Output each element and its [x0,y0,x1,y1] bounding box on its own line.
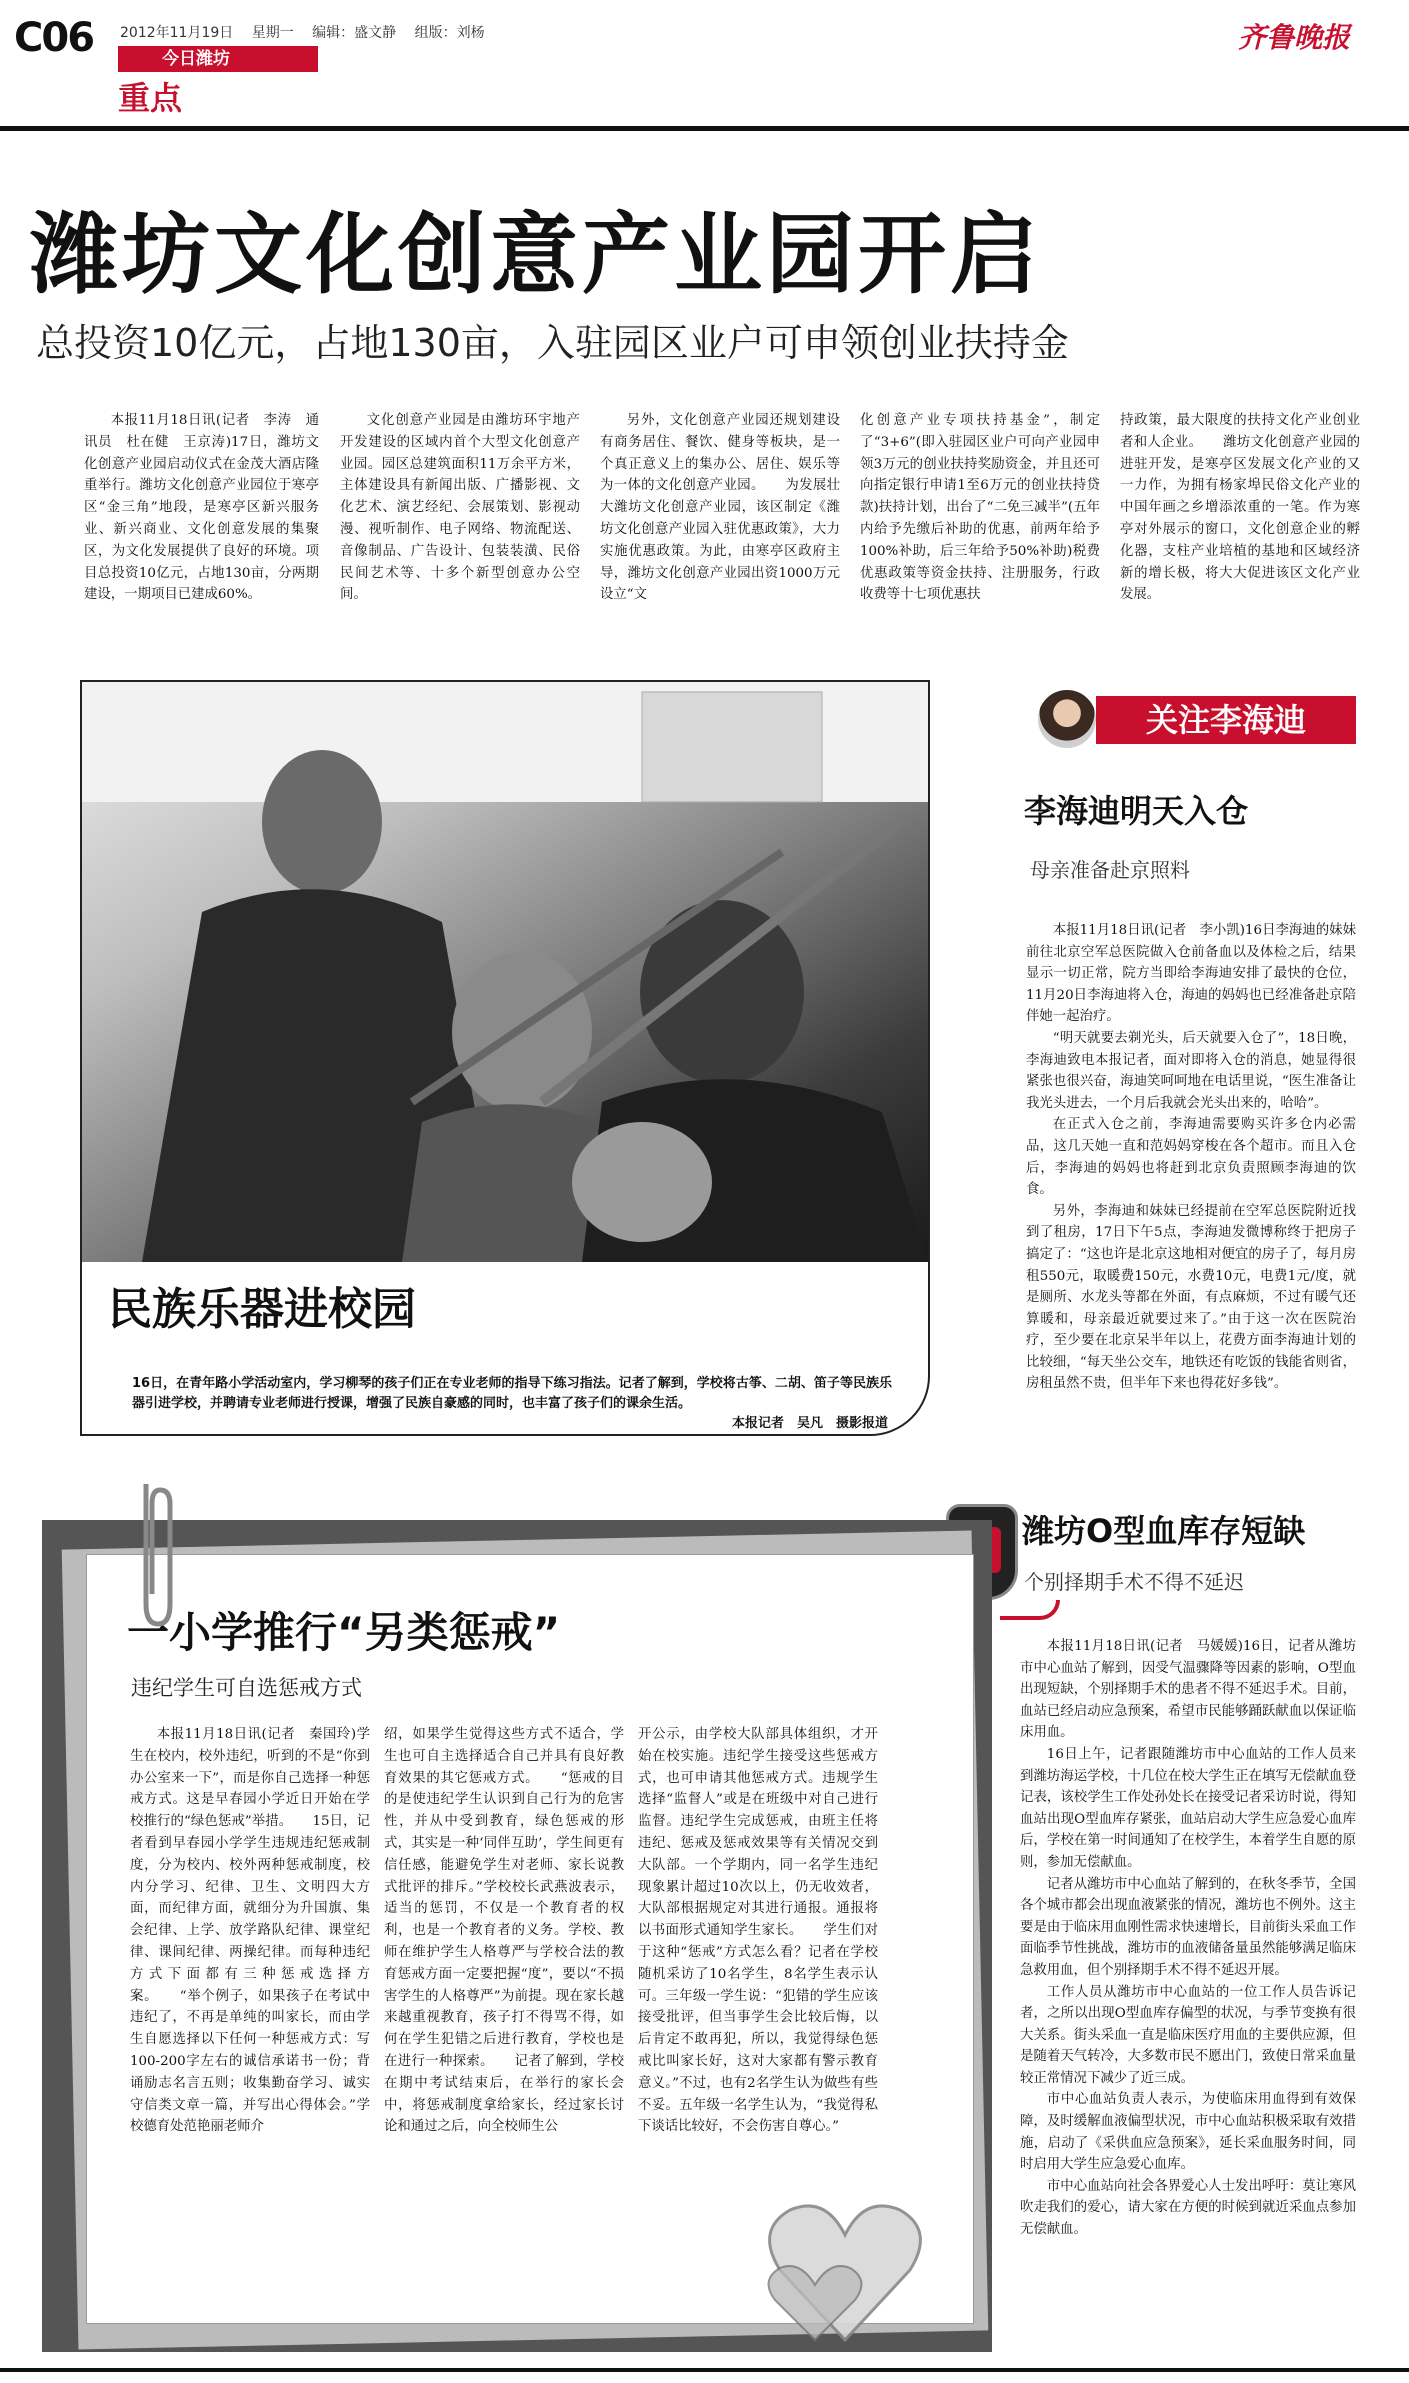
school-text-3: 开公示，由学校大队部具体组织，才开始在校实施。违纪学生接受这些惩戒方式，也可申请其他惩戒方式。违规学生选择“监督人”或是在班级中对自己进行监督。违纪学生完成惩戒，由班主任将违纪、惩戒及惩戒效果等有关情况交到大队部。一个学期内，同一名学生违纪现象累计超过10次以上，仍无收效者，大队部根据规定对其进行通报。通报将以书面形式通知学生家长。 学生们对于这种“惩戒”方式怎么看？记者在学校随机采访了10名学生，8名学生表示认可。三年级一学生说：“犯错的学生应该接受批评，但当事学生会比较后悔，以后肯定不敢再犯，所以，我觉得绿色惩戒比叫家长好，这对大家都有警示教育意义。”不过，也有2名学生认为做些有些不妥。五年级一名学生认为，“我觉得私下谈话比较好，不会伤害自尊心。” [638,1727,878,2135]
lead-col-4 [860,410,1100,660]
classroom-photo [82,682,928,1262]
date-text: 2012年11月19日 [120,25,234,41]
photo-illustration [82,682,928,1262]
newspaper-logo: 齐鲁晚报 [1238,21,1351,54]
section-tab: 今日潍坊 [118,46,318,72]
lead-text-4: 化创意产业专项扶持基金”，制定了“3+6”(即入驻园区业户可向产业园申领3万元的创业扶持奖励资金，并且还可向指定银行申请1至6万元的创业扶持贷款)扶持计划，出台了“二免三减半”(五年内给予先缴后补助的优惠，前两年给予100%补助，后三年给予50%补助)税费优惠政策等资金扶持、注册服务，行政收费等十七项优惠扶 [860,413,1100,603]
heart-icon [760,2190,930,2350]
school-col-1 [130,1724,370,2314]
li-para-3: 在正式入仓之前，李海迪需要购买许多仓内必需品，这几天她一直和范妈妈穿梭在各个超市。而且入仓后，李海迪的妈妈也将赶到北京负责照顾李海迪的饮食。 [1026,1117,1356,1198]
photo-caption: 16日，在青年路小学活动室内，学习柳琴的孩子们正在专业老师的指导下练习指法。记者了解到，学校将古筝、二胡、笛子等民族乐器引进学校，并聘请专业老师进行授课，增强了民族自豪感的同时，也丰富了孩子们的课余生活。 [132,1376,892,1411]
school-subhead: 违纪学生可自选惩戒方式 [131,1676,362,1700]
school-headline: 一小学推行“另类惩戒” [127,1608,561,1657]
sidebar-li-subtitle: 母亲准备赴京照料 [1030,858,1190,882]
header-date [120,22,485,42]
photo-credit: 本报记者 吴凡 摄影报道 [731,1416,888,1431]
lead-text-5: 持政策，最大限度的扶持文化产业创业者和人企业。 潍坊文化创意产业园的进驻开发，是寒亭区发展文化产业的又一力作，为拥有杨家埠民俗文化产业的中国年画之乡增添浓重的一笔。作为寒亭对外展示的窗口，文化创意企业的孵化器，支柱产业培植的基地和区域经济新的增长极，将大大促进该区文化产业发展。 [1120,413,1360,603]
blood-para-5: 市中心血站负责人表示，为使临床用血得到有效保障，及时缓解血液偏型状况，市中心血站积极采取有效措施，启动了《采供血应急预案》，延长采血服务时间，同时启用大学生应急爱心血库。 [1020,2092,1356,2173]
blood-para-4: 工作人员从潍坊市中心血站的一位工作人员告诉记者，之所以出现O型血库存偏型的状况，与季节变换有很大关系。街头采血一直是临床医疗用血的主要供应源，但是随着天气转冷，大多数市民不愿出门，致使日常采血量较正常情况下减少了近三成。 [1020,1984,1356,2086]
header-rule [0,126,1409,131]
blood-para-3: 记者从潍坊市中心血站了解到的，在秋冬季节，全国各个城市都会出现血液紧张的情况，潍坊也不例外。这主要是由于临床用血刚性需求快速增长，目前街头采血工作面临季节性挑战，潍坊市的血液储备量虽然能够满足临床急救用血，但个别择期手术不得不延迟开展。 [1020,1876,1356,1978]
sidebar-li-title: 李海迪明天入仓 [1024,792,1249,830]
topic-banner: 关注李海迪 [1096,696,1356,744]
weekday-text: 星期一 [251,25,294,41]
lead-col-3 [600,410,840,660]
lead-col-2 [340,410,580,660]
footer-rule [0,2368,1409,2372]
school-text-1: 本报11月18日讯(记者 秦国玲)学生在校内，校外违纪，听到的不是“你到办公室来一下”，而是你自己选择一种惩戒方式。这是早春园小学近日开始在学校推行的“绿色惩戒”举措。 15日，记者看到早春园小学学生违规违纪惩戒制度，分为校内、校外两种惩戒制度，校内分学习、纪律、卫生、文明四大方面，而纪律方面，就细分为升国旗、集会纪律、上学、放学路队纪律、课堂纪律、课间纪律、两操纪律。而每种违纪方式下面都有三种惩戒选择方案。 “举个例子，如果孩子在考试中违纪了，不再是单纯的叫家长，而由学生自愿选择以下任何一种惩戒方式：写100-200字左右的诚信承诺书一份；背诵励志名言五则；收集勤奋学习、诚实守信类文章一篇，并写出心得体会。”学校德育处范艳丽老师介 [130,1727,370,2135]
paperclip-icon [128,1474,178,1634]
layout-editor-text: 组版：刘杨 [414,25,485,41]
avatar [1036,688,1098,750]
lead-col-5 [1120,410,1360,660]
section-name: 重点 [118,79,183,117]
lead-text-2: 文化创意产业园是由潍坊环宇地产开发建设的区域内首个大型文化创意产业园。园区总建筑面积11万余平方米，主体建设具有新闻出版、广播影视、文化艺术、演艺经纪、会展策划、影视动漫、视听制作、电子网络、物流配送、音像制品、广告设计、包装装潢、民俗民间艺术等、十多个新型创意办公空间。 [340,413,580,603]
school-text-2: 绍，如果学生觉得这些方式不适合，学生也可自主选择适合自己并具有良好教育效果的其它惩戒方式。 “惩戒的目的是使违纪学生认识到自己行为的危害性，并从中受到教育，绿色惩戒的形式，其实是一种‘同伴互助’，学生间更有信任感，能避免学生对老师、家长说教式批评的排斥。”学校校长武燕波表示，适当的惩罚，不仅是一个教育者的权利，也是一个教育者的义务。学校、教师在维护学生人格尊严与学校合法的教育惩戒方面一定要把握“度”，要以“不损害学生的人格尊严”为前提。现在家长越来越重视教育，孩子打不得骂不得，如何在学生犯错之后进行教育，学校也是在进行一种探索。 记者了解到，学校在期中考试结束后，在举行的家长会中，将惩戒制度拿给家长，经过家长讨论和通过之后，向全校师生公 [384,1727,624,2135]
blood-para-6: 市中心血站向社会各界爱心人士发出呼吁：莫让寒风吹走我们的爱心，请大家在方便的时候到就近采血点参加无偿献血。 [1020,2178,1356,2238]
sidebar-blood-subtitle: 个别择期手术不得不延迟 [1024,1570,1244,1594]
sidebar-li-body [1026,920,1356,1460]
lead-headline: 潍坊文化创意产业园开启 [30,203,1043,306]
li-para-1: 本报11月18日讯(记者 李小凯)16日李海迪的妹妹前往北京空军总医院做入仓前备血以及体检之后，结果显示一切正常，院方当即给李海迪安排了最快的仓位，11月20日李海迪将入仓，海迪的妈妈也已经准备赴京陪伴她一起治疗。 [1026,923,1356,1025]
photo-title: 民族乐器进校园 [108,1284,416,1335]
photo-frame [80,680,930,1436]
editor-text: 编辑：盛文静 [312,25,397,41]
sidebar-blood-body [1020,1636,1356,2358]
lead-text-1: 本报11月18日讯(记者 李涛 通讯员 杜在健 王京涛)17日，潍坊文化创意产业园启动仪式在金茂大酒店隆重举行。潍坊文化创意产业园位于寒亭区“金三角”地段，是寒亭区新兴服务业、新兴商业、文化创意发展的集聚区，为文化发展提供了良好的环境。项目总投资10亿元，占地130亩，分两期建设，一期项目已建成60%。 [84,413,319,603]
li-para-4: 另外，李海迪和妹妹已经提前在空军总医院附近找到了租房，17日下午5点，李海迪发微博称终于把房子搞定了：“这也许是北京这地相对便宜的房子了，每月房租550元，取暖费150元，水费10元，电费1元/度，就是厕所、水龙头等都在外面，有点麻烦，不过有暖气还算暖和，母亲最近就要过来了。”由于这一次在医院治疗，至少要在北京呆半年以上，花费方面李海迪计划的比较细，“每天坐公交车，地铁还有吃饭的钱能省则省，房租虽然不贵，但半年下来也得花好多钱”。 [1026,1203,1356,1392]
lead-text-3: 另外，文化创意产业园还规划建设有商务居住、餐饮、健身等板块，是一个真正意义上的集办公、居住、娱乐等为一体的文化创意产业园。 为发展壮大潍坊文化创意产业园，该区制定《潍坊文化创意产业园入驻优惠政策》，大力实施优惠政策。为此，由寒亭区政府主导，潍坊文化创意产业园出资1000万元设立“文 [600,413,840,603]
blood-para-2: 16日上午，记者跟随潍坊市中心血站的工作人员来到潍坊海运学校，十几位在校大学生正在填写无偿献血登记表，该校学生工作处孙处长在接受记者采访时说，得知血站出现O型血库存紧张，血站启动大学生应急爱心血库后，学校在第一时间通知了在校学生，本着学生自愿的原则，参加无偿献血。 [1020,1746,1356,1870]
sidebar-blood-title: 潍坊O型血库存短缺 [1022,1512,1306,1550]
blood-tube [1000,1600,1060,1620]
lead-col-1 [84,410,319,660]
page-number: C06 [14,15,94,61]
blood-para-1: 本报11月18日讯(记者 马媛媛)16日，记者从潍坊市中心血站了解到，因受气温骤降等因素的影响，O型血出现短缺，个别择期手术的患者不得不延迟手术。目前，血站已经启动应急预案，希望市民能够踊跃献血以保证临床用血。 [1020,1639,1356,1741]
school-col-2 [384,1724,624,2314]
lead-subhead: 总投资10亿元，占地130亩，入驻园区业户可申领创业扶持金 [36,321,1069,365]
li-para-2: “明天就要去剃光头，后天就要入仓了”，18日晚，李海迪致电本报记者，面对即将入仓的消息，她显得很紧张也很兴奋，海迪笑呵呵地在电话里说，“医生准备让我光头进去，一个月后我就会光头出来的，哈哈”。 [1026,1030,1356,1111]
